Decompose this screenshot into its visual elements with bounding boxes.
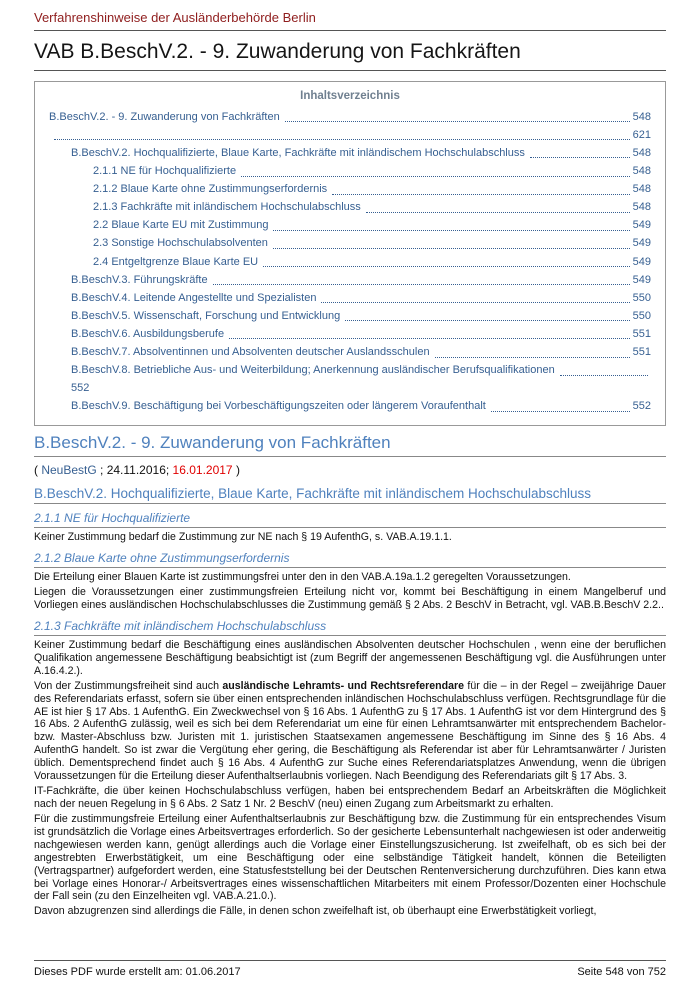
toc-dot-leader — [332, 181, 629, 195]
text-run: Keiner Zustimmung bedarf die Beschäftigung eines ausländischen Absolventen deutscher Hochschulen , wenn eine der beruflichen Qualifikation angemessene Beschäftigung beabsichtigt ist (zum Begriff der angemessenen Beschäftigung vgl. die Ausführungen unter A.16.4.2.). — [34, 638, 666, 677]
toc-entry-label: B.BeschV.6. Ausbildungsberufe — [71, 327, 225, 340]
toc-entry-page: 621 — [632, 128, 651, 141]
text-run: ( — [34, 462, 42, 477]
toc-entry-page: 551 — [632, 346, 651, 359]
section-heading-h3: 2.1.2 Blaue Karte ohne Zustimmungserfordernis — [34, 551, 666, 568]
toc-entry-list — [49, 108, 651, 416]
toc-entry-page: 550 — [632, 291, 651, 304]
text-run: für die – in der Regel – zweijährige Dauer des Referendariats erfasst, sofern sie über einen entsprechenden inländischen Hochschulabschluss verfügen. Rechtsgrundlage für die AE ist hier § 17 Abs. 1 AufenthG. Ein Zweckwechsel von § 16 Abs. 1 AufenthG zu § 17 Abs. 1 AufenthG ist vor dem Hintergrund des § 16 Abs. 2 AufenthG zulässig, weil es sich bei dem Referendariat um eine für einen Lehramtsanwärter mit entsprechendem Bachelor- bzw. Master-Abschluss bzw. Juristen mit 1. juristischen Staatsexamen angemessene Beschäftigung im Sinne des § 16 Abs. 4 AufenthG handelt. So ist zwar die Vergütung eher gering, die Beschäftigung als Referendar ist aber für Lehramtsanwärter / Juristen üblich. Dementsprechend findet auch § 16 Abs. 4 AufenthG zur Suche eines Referendariatsplatzes Anwendung, wenn die übrigen Voraussetzungen für die Erteilung dieser Aufenthaltserlaubnis vorliegen. Nach Beendigung des Referendariats gilt § 17 Abs. 3. — [34, 679, 667, 783]
text-run: Die Erteilung einer Blauen Karte ist zustimmungsfrei unter den in den VAB.A.19a.1.2 geregelten Voraussetzungen. — [34, 571, 571, 584]
toc-entry[interactable] — [49, 325, 651, 343]
footer-page-number: Seite 548 von 752 — [577, 966, 666, 978]
toc-entry[interactable] — [49, 361, 651, 379]
paragraph — [34, 639, 666, 678]
toc-dot-leader — [273, 235, 630, 249]
text-run: Liegen die Voraussetzungen einer zustimmungsfreien Erteilung nicht vor, kommt bei Beschäftigung in einem Mangelberuf und Vorliegen eines ausländischen Hochschulabschlusses die Zustimmung gemäß § 2 Abs. 2 BeschV in Betracht, vgl. VAB.B.BeschV 2.2.. — [34, 586, 666, 611]
paragraph — [34, 680, 666, 783]
section-heading-h2: B.BeschV.2. Hochqualifizierte, Blaue Karte, Fachkräfte mit inländischem Hochschulabschluss — [34, 486, 666, 504]
paragraph — [34, 785, 666, 811]
toc-entry[interactable] — [49, 126, 651, 144]
inline-link[interactable]: NeuBestG — [41, 462, 97, 477]
toc-entry-page: 552 — [71, 382, 90, 395]
toc-entry-page: 552 — [632, 400, 651, 413]
toc-entry[interactable] — [49, 162, 651, 180]
revision-note — [34, 463, 666, 478]
page-title: VAB B.BeschV.2. - 9. Zuwanderung von Fachkräften — [34, 40, 666, 71]
toc-dot-leader — [345, 308, 629, 322]
text-run: Von der Zustimmungsfreiheit sind auch — [34, 679, 223, 692]
document-header — [34, 10, 666, 31]
toc-entry[interactable] — [49, 235, 651, 253]
paragraph — [34, 571, 666, 584]
text-run: ; 24.11.2016; — [96, 462, 173, 477]
toc-entry[interactable] — [49, 271, 651, 289]
toc-entry-label: B.BeschV.7. Absolventinnen und Absolventen deutscher Auslandsschulen — [71, 346, 430, 359]
toc-entry-page: 548 — [632, 165, 651, 178]
text-run: Für die zustimmungsfreie Erteilung einer Aufenthaltserlaubnis zur Beschäftigung bzw. die Zustimmung für ein entsprechendes Visum ist grundsätzlich die Vorlage eines Arbeitsvertrages erforderlich. So der gesicherte Lebensunterhalt nachgewiesen ist oder anderweitig nachgewiesen werden kann, genügt allerdings auch die Vorlage einer Einstellungszusicherung. Ist zweifelhaft, ob es sich bei der angestrebten Erwerbstätigkeit, um eine Beschäftigung oder eine selbständige Tätigkeit handelt, können die Beteiligten (Vertragspartner) aufgefordert werden, eine Statusfeststellung bei der Deutschen Rentenversicherung durchzuführen. Dies kann etwa bei Vorlage eines Honorar-/ Arbeitsvertrages eines wissenschaftlichen Mitarbeiters mit einem Professor/Dozenten einer Hochschule der Fall sein (zu den Einzelheiten vgl. VAB.A.21.0.). — [34, 812, 666, 903]
toc-dot-leader — [54, 127, 630, 141]
toc-entry[interactable] — [49, 180, 651, 198]
toc-dot-leader — [273, 217, 629, 231]
toc-entry[interactable] — [49, 217, 651, 235]
toc-dot-leader — [366, 199, 630, 213]
toc-dot-leader — [321, 290, 629, 304]
toc-entry-label: 2.1.1 NE für Hochqualifizierte — [93, 165, 237, 178]
section-heading-h1: B.BeschV.2. - 9. Zuwanderung von Fachkräften — [34, 433, 666, 457]
toc-entry[interactable] — [49, 398, 651, 416]
toc-dot-leader — [530, 145, 630, 159]
paragraph — [34, 586, 666, 612]
toc-entry-label: B.BeschV.3. Führungskräfte — [71, 273, 208, 286]
toc-entry-label: B.BeschV.5. Wissenschaft, Forschung und Entwicklung — [71, 309, 341, 322]
toc-entry[interactable] — [49, 108, 651, 126]
toc-entry-page-continuation[interactable] — [49, 379, 651, 397]
table-of-contents — [34, 81, 666, 426]
toc-entry-page: 549 — [632, 273, 651, 286]
toc-entry-label: 2.1.3 Fachkräfte mit inländischem Hochschulabschluss — [93, 201, 361, 214]
toc-entry[interactable] — [49, 253, 651, 271]
paragraph — [34, 531, 666, 544]
toc-entry-label: B.BeschV.4. Leitende Angestellte und Spezialisten — [71, 291, 317, 304]
toc-entry-page: 548 — [632, 110, 651, 123]
toc-entry-label: 2.3 Sonstige Hochschulabsolventen — [93, 237, 268, 250]
text-run: Davon abzugrenzen sind allerdings die Fälle, in denen schon zweifelhaft ist, ob überhaupt eine Erwerbstätigkeit vorliegt, — [34, 905, 597, 918]
footer-created-date: Dieses PDF wurde erstellt am: 01.06.2017 — [34, 966, 241, 978]
text-run: IT-Fachkräfte, die über keinen Hochschulabschluss verfügen, haben bei entsprechendem Bedarf an Arbeitskräften die Möglichkeit nach der neuen Regelung in § 6 Abs. 2 Satz 1 Nr. 2 BeschV (neu) einen Zugang zum Arbeitsmarkt zu erhalten. — [34, 785, 666, 810]
toc-entry-label: 2.4 Entgeltgrenze Blaue Karte EU — [93, 255, 259, 268]
section-heading-h3: 2.1.1 NE für Hochqualifizierte — [34, 511, 666, 528]
toc-entry-label: B.BeschV.2. Hochqualifizierte, Blaue Karte, Fachkräfte mit inländischem Hochschulabschluss — [71, 146, 525, 159]
toc-entry[interactable] — [49, 144, 651, 162]
toc-entry[interactable] — [49, 289, 651, 307]
text-run: 16.01.2017 — [172, 462, 233, 477]
paragraph — [34, 813, 666, 903]
toc-dot-leader — [241, 163, 630, 177]
toc-dot-leader — [213, 272, 630, 286]
toc-entry[interactable] — [49, 307, 651, 325]
toc-entry-page: 549 — [632, 219, 651, 232]
toc-entry-page: 549 — [632, 255, 651, 268]
toc-dot-leader — [263, 254, 630, 268]
toc-dot-leader — [491, 398, 630, 412]
toc-entry-page: 549 — [632, 237, 651, 250]
toc-dot-leader — [229, 326, 630, 340]
toc-entry-label: B.BeschV.8. Betriebliche Aus- und Weiterbildung; Anerkennung ausländischer Berufsqualifikationen — [71, 364, 555, 377]
paragraph — [34, 905, 666, 918]
toc-entry-page: 548 — [632, 201, 651, 214]
toc-entry-label: 2.1.2 Blaue Karte ohne Zustimmungserfordernis — [93, 183, 328, 196]
text-run: ) — [232, 462, 240, 477]
toc-dot-leader — [435, 344, 630, 358]
toc-entry-page: 548 — [632, 146, 651, 159]
toc-entry[interactable] — [49, 198, 651, 216]
toc-entry-page: 548 — [632, 183, 651, 196]
toc-entry-label: B.BeschV.2. - 9. Zuwanderung von Fachkräften — [49, 110, 280, 123]
text-run: ausländische Lehramts- und Rechtsreferendare — [222, 679, 464, 692]
document-footer — [34, 960, 666, 978]
toc-entry-label: B.BeschV.9. Beschäftigung bei Vorbeschäftigungszeiten oder längerem Voraufenthalt — [71, 400, 486, 413]
section-heading-h3: 2.1.3 Fachkräfte mit inländischem Hochschulabschluss — [34, 619, 666, 636]
toc-entry[interactable] — [49, 343, 651, 361]
toc-dot-leader — [285, 109, 630, 123]
toc-entry-page: 550 — [632, 309, 651, 322]
document-header-title: Verfahrenshinweise der Ausländerbehörde Berlin — [34, 10, 316, 25]
toc-title: Inhaltsverzeichnis — [300, 90, 400, 102]
toc-entry-label: 2.2 Blaue Karte EU mit Zustimmung — [93, 219, 269, 232]
toc-entry-page: 551 — [632, 327, 651, 340]
document-body — [34, 433, 666, 919]
toc-dot-leader — [560, 362, 648, 376]
text-run: Keiner Zustimmung bedarf die Zustimmung zur NE nach § 19 AufenthG, s. VAB.A.19.1.1. — [34, 531, 452, 544]
